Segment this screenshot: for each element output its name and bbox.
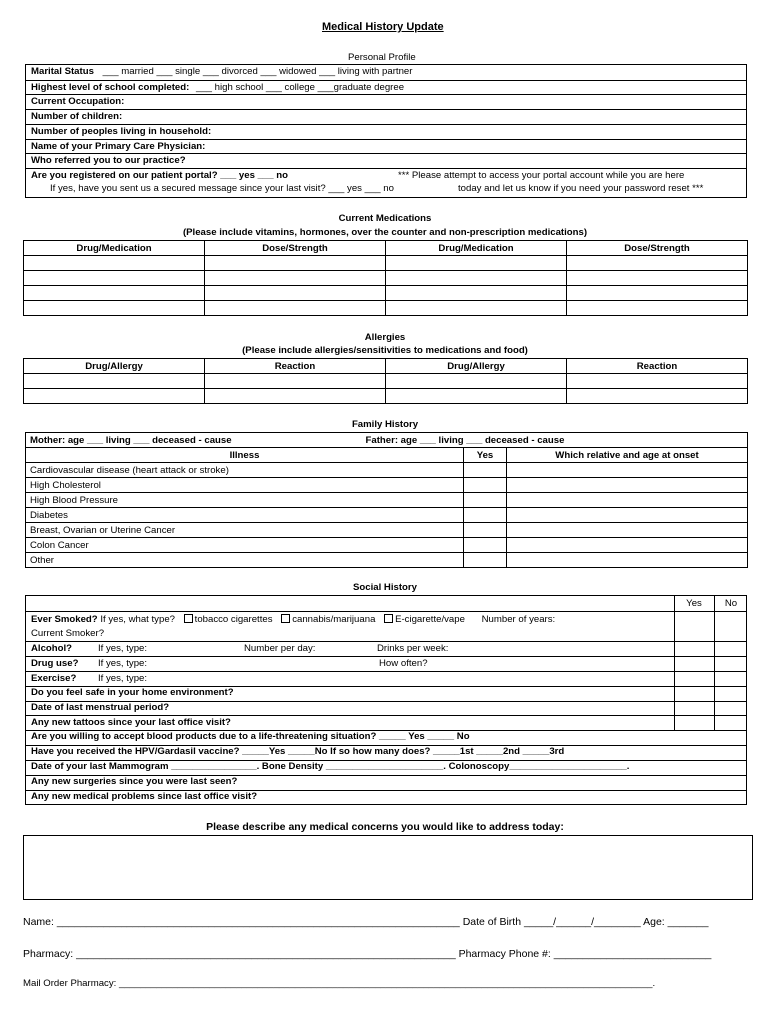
occupation-row[interactable]: Current Occupation: (26, 94, 746, 109)
cannabis-checkbox[interactable] (281, 614, 290, 623)
school-row[interactable]: Highest level of school completed: ___ high school ___ college ___graduate degree (26, 80, 746, 95)
drug-how-often[interactable]: How often? (379, 658, 428, 669)
medical-problems-row[interactable]: Any new medical problems since last office visit? (31, 791, 258, 802)
table-row: Colon Cancer (26, 538, 748, 553)
allergy-col-reaction-1: Reaction (205, 359, 386, 374)
allergy-col-drug-1: Drug/Allergy (24, 359, 205, 374)
allergies-table (23, 358, 748, 404)
blood-products-row[interactable]: Are you willing to accept blood products due to a life-threatening situation? _____ Yes _____ No (31, 731, 470, 742)
drug-type[interactable]: If yes, type: (98, 658, 148, 669)
medications-subheading: (Please include vitamins, hormones, over the counter and non-prescription medications) (182, 227, 588, 238)
allergy-col-drug-2: Drug/Allergy (386, 359, 567, 374)
mail-order-pharmacy-line[interactable]: Mail Order Pharmacy: ____________________________________________________________________________________________________. (23, 978, 656, 989)
concerns-heading: Please describe any medical concerns you would like to address today: (206, 821, 564, 833)
portal-row[interactable] (26, 168, 746, 198)
pharmacy-line[interactable]: Pharmacy: _________________________________________________________________ Pharmacy Phone #: ___________________________ (23, 948, 712, 960)
table-row: High Cholesterol (26, 478, 748, 493)
father-history[interactable]: Father: age ___ living ___ deceased - cause (464, 433, 748, 448)
medications-heading: Current Medications (338, 213, 432, 224)
tattoos-row[interactable]: Any new tattoos since your last office visit? (31, 717, 231, 728)
table-row (24, 301, 748, 316)
table-row: Other (26, 553, 748, 568)
col-illness: Illness (26, 448, 464, 463)
portal-note-2: today and let us know if you need your password reset *** (458, 182, 704, 194)
mother-history[interactable]: Mother: age ___ living ___ deceased - cause (26, 433, 464, 448)
personal-profile-box (25, 64, 747, 198)
social-history-box (25, 595, 747, 805)
alcohol-per-day[interactable]: Number per day: (244, 643, 316, 654)
col-yes: Yes (464, 448, 507, 463)
portal-question-2: If yes, have you sent us a secured message since your last visit? ___ yes ___ no (50, 182, 394, 194)
alcohol-type[interactable]: If yes, type: (98, 643, 148, 654)
col-relative: Which relative and age at onset (507, 448, 748, 463)
smoked-row[interactable]: Ever Smoked? If yes, what type? tobacco cigarettes cannabis/marijuana E-cigarette/vape Number of years: (31, 614, 556, 625)
current-smoker-row[interactable]: Current Smoker? (31, 628, 105, 639)
ecig-checkbox[interactable] (384, 614, 393, 623)
hpv-row[interactable]: Have you received the HPV/Gardasil vaccine? _____Yes _____No If so how many does? _____1st _____2nd _____3rd (31, 746, 565, 757)
safe-home-row[interactable]: Do you feel safe in your home environment? (31, 687, 234, 698)
table-row (24, 256, 748, 271)
exercise-type[interactable]: If yes, type: (98, 673, 148, 684)
family-heading: Family History (351, 419, 419, 430)
table-row: Cardiovascular disease (heart attack or stroke) (26, 463, 748, 478)
portal-note-1: *** Please attempt to access your portal account while you are here (398, 169, 685, 181)
children-row[interactable]: Number of children: (26, 109, 746, 124)
table-row (24, 389, 748, 404)
table-row: Breast, Ovarian or Uterine Cancer (26, 523, 748, 538)
table-row: High Blood Pressure (26, 493, 748, 508)
social-col-no: No (724, 598, 738, 609)
marital-row[interactable]: Marital Status ___ married ___ single ___ divorced ___ widowed ___ living with partner (31, 66, 413, 77)
table-row (24, 286, 748, 301)
tobacco-checkbox[interactable] (184, 614, 193, 623)
portal-question: Are you registered on our patient portal? ___ yes ___ no (31, 169, 288, 181)
med-col-dose-1: Dose/Strength (205, 241, 386, 256)
alcohol-label: Alcohol? (31, 643, 73, 654)
social-heading: Social History (353, 582, 417, 593)
personal-heading: Personal Profile (348, 52, 416, 63)
page-title: Medical History Update (322, 21, 444, 33)
med-col-drug-2: Drug/Medication (386, 241, 567, 256)
pcp-row[interactable]: Name of your Primary Care Physician: (26, 139, 746, 154)
social-col-yes: Yes (686, 598, 702, 609)
exercise-label: Exercise? (31, 673, 77, 684)
allergies-heading: Allergies (364, 332, 406, 343)
household-row[interactable]: Number of peoples living in household: (26, 124, 746, 139)
allergy-col-reaction-2: Reaction (567, 359, 748, 374)
referred-row[interactable]: Who referred you to our practice? (26, 153, 746, 168)
family-history-table (25, 432, 748, 568)
med-col-drug-1: Drug/Medication (24, 241, 205, 256)
drug-use-label: Drug use? (31, 658, 79, 669)
screening-dates-row[interactable]: Date of your last Mammogram ________________. Bone Density ______________________. Colonoscopy______________________. (31, 761, 630, 772)
surgeries-row[interactable]: Any new surgeries since you were last seen? (31, 776, 238, 787)
concerns-textbox[interactable] (23, 835, 753, 900)
allergies-subheading: (Please include allergies/sensitivities to medications and food) (242, 345, 528, 356)
medications-table (23, 240, 748, 316)
menstrual-row[interactable]: Date of last menstrual period? (31, 702, 170, 713)
table-row (24, 374, 748, 389)
drinks-per-week[interactable]: Drinks per week: (377, 643, 449, 654)
table-row (24, 271, 748, 286)
name-dob-age-line[interactable]: Name: _____________________________________________________________________ Date of Birth _____/______/________ Age: _______ (23, 916, 709, 928)
med-col-dose-2: Dose/Strength (567, 241, 748, 256)
table-row: Diabetes (26, 508, 748, 523)
